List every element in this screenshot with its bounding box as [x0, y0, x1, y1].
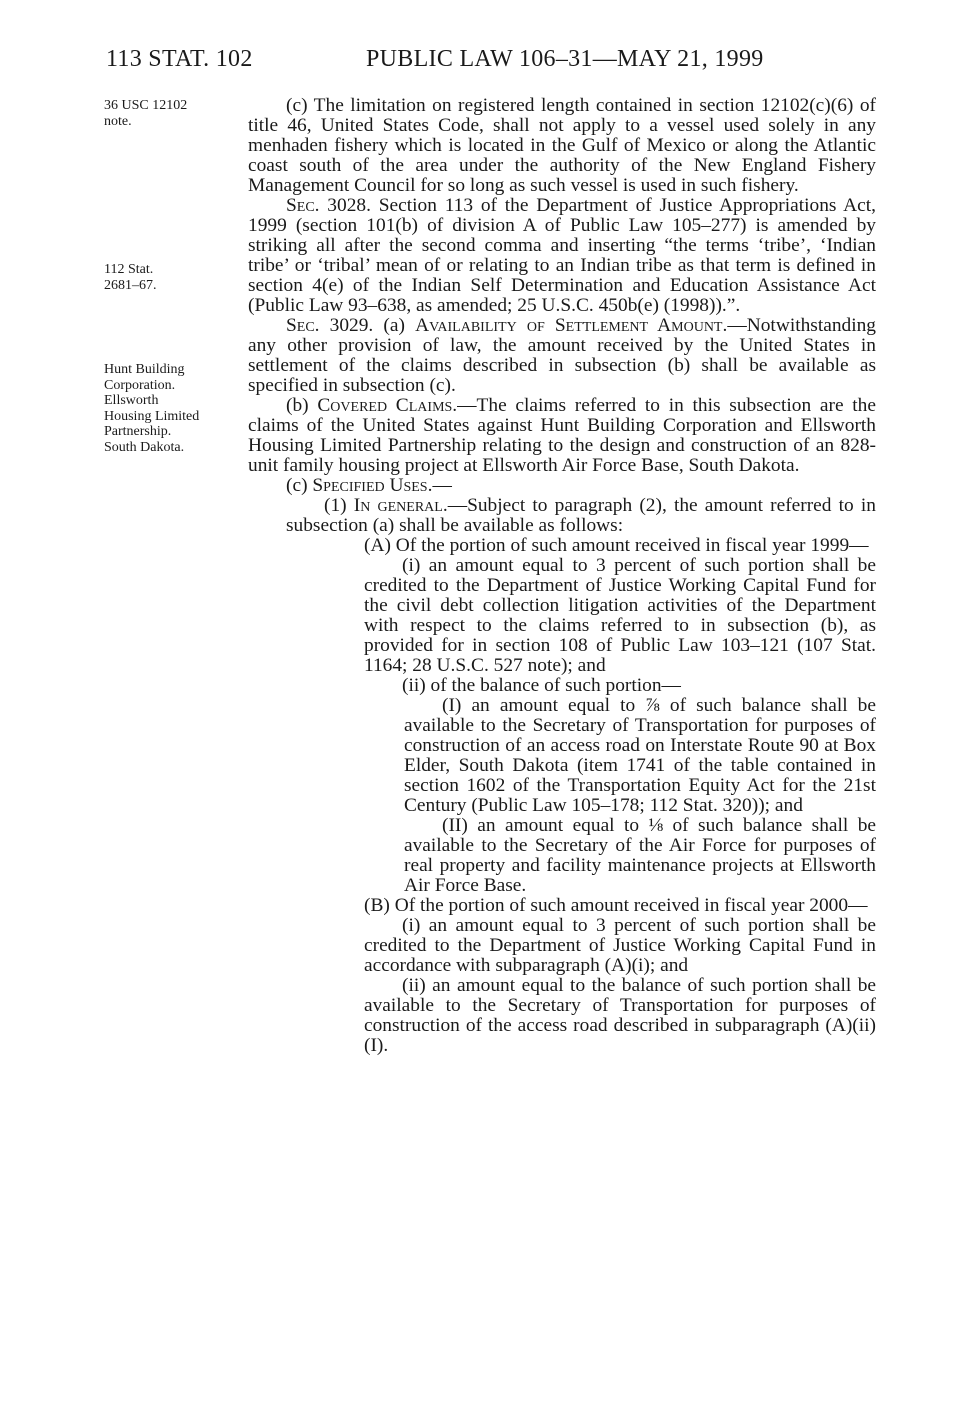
statute-body [248, 96, 876, 1056]
subsection-prefix: (a) [373, 315, 416, 336]
subparagraph-B: (B) Of the portion of such amount received in fiscal year 2000— [364, 895, 868, 916]
margin-note-stat [104, 262, 239, 293]
clause-B-i: (i) an amount equal to 3 percent of such portion shall be credited to the Department of Justice Working Capital Fund in accordance with subparagraph (A)(i); and [364, 915, 876, 976]
margin-note-line: 36 USC 12102 [104, 98, 188, 113]
margin-note-line: note. [104, 113, 132, 129]
paragraph-text: —Subject to paragraph (2), the amount referred to in subsection (a) shall be available as follows: [286, 495, 876, 536]
subsection-dash: — [432, 475, 452, 496]
section-label: Sec. 3029. [286, 315, 374, 336]
subclause-A-ii-II: (II) an amount equal to ⅛ of such balance shall be available to the Secretary of the Air Force for purposes of real property and facility maintenance projects at Ellsworth Air Force Base. [404, 815, 876, 896]
section-label: Sec. 3028. [286, 195, 371, 216]
clause-B-ii: (ii) an amount equal to the balance of such portion shall be available to the Secretary of Transportation for purposes of construction of the access road described in subparagraph (A)(ii)(I). [364, 975, 876, 1056]
margin-note-line: 2681–67. [104, 277, 157, 293]
subsection-b [248, 396, 876, 476]
margin-note-line: 112 Stat. [104, 262, 154, 277]
subparagraph-A: (A) Of the portion of such amount received in fiscal year 1999— [364, 535, 869, 556]
margin-note-line: Housing Limited [104, 408, 200, 424]
margin-note-line: Partnership. [104, 424, 172, 439]
statute-page-number: 113 STAT. 102 [106, 46, 253, 72]
clause-A-ii: (ii) of the balance of such portion— [402, 675, 681, 696]
page-header [106, 46, 886, 80]
subsection-heading: Specified Uses. [312, 475, 433, 496]
margin-note-line: Hunt Building [104, 362, 185, 377]
subsection-text: —Notwithstanding any other provision of law, the amount received by the United States in settlement of the claims described in subsection (b) shall be available as specified in subsection (c). [248, 315, 877, 396]
subsection-prefix: (b) [286, 395, 318, 416]
paragraph-prefix: (1) [324, 495, 354, 516]
subsection-text: —The claims referred to in this subsection are the claims of the United States against Hunt Building Corporation and Ellsworth Housing Limited Partnership relating to the design and construction of an 828-unit family housing project at Ellsworth Air Force Base, South Dakota. [248, 395, 876, 476]
margin-note-line: South Dakota. [104, 439, 185, 455]
subsection-prefix: (c) [286, 475, 313, 496]
paragraph-heading: In general. [353, 495, 448, 516]
paragraph-1 [248, 496, 876, 536]
section-3029-a [248, 316, 876, 396]
margin-note-line: Corporation. [104, 377, 176, 393]
subsection-heading: Covered Claims. [317, 395, 458, 416]
subsection-c [248, 476, 876, 496]
margin-note-line: Ellsworth [104, 393, 159, 408]
subsection-heading: Availability of Settlement Amount. [415, 315, 728, 336]
subclause-A-ii-I: (I) an amount equal to ⅞ of such balance shall be available to the Secretary of Transportation for purposes of construction of an access road on Interstate Route 90 at Box Elder, South Dakota (item 1741 of the table contained in section 1602 of the Transportation Equity Act for the 21st Century (Public Law 105–178; 112 Stat. 320)); and [404, 695, 876, 816]
public-law-title: PUBLIC LAW 106–31—MAY 21, 1999 [366, 46, 764, 72]
clause-A-i: (i) an amount equal to 3 percent of such portion shall be credited to the Department of Justice Working Capital Fund for the civil debt collection litigation activities of the Department with respect to the claims referred to in subsection (b), as provided for in section 108 of Public Law 103–121 (107 Stat. 1164; 28 U.S.C. 527 note); and [364, 555, 876, 676]
paragraph-c-registered-length: (c) The limitation on registered length contained in section 12102(c)(6) of title 46, United States Code, shall not apply to a vessel used solely in any menhaden fishery which is located in the Gulf of Mexico or along the Atlantic coast south of the area under the authority of the New England Fishery Management Council for so long as such vessel is used in such fishery. [248, 95, 876, 196]
margin-note-hunt-building [104, 362, 239, 455]
section-text: Section 113 of the Department of Justice Appropriations Act, 1999 (section 101(b) of division A of Public Law 105–277) is amended by striking all after the second comma and inserting “the terms ‘tribe’, ‘Indian tribe’ or ‘tribal’ mean of or relating to an Indian tribe as that term is defined in section 4(e) of the Indian Self Determination and Education Assistance Act (Public Law 93–638, as amended; 25 U.S.C. 450b(e) (1998)).”. [248, 195, 876, 316]
margin-note-usc [104, 98, 239, 129]
section-3028 [248, 196, 876, 316]
